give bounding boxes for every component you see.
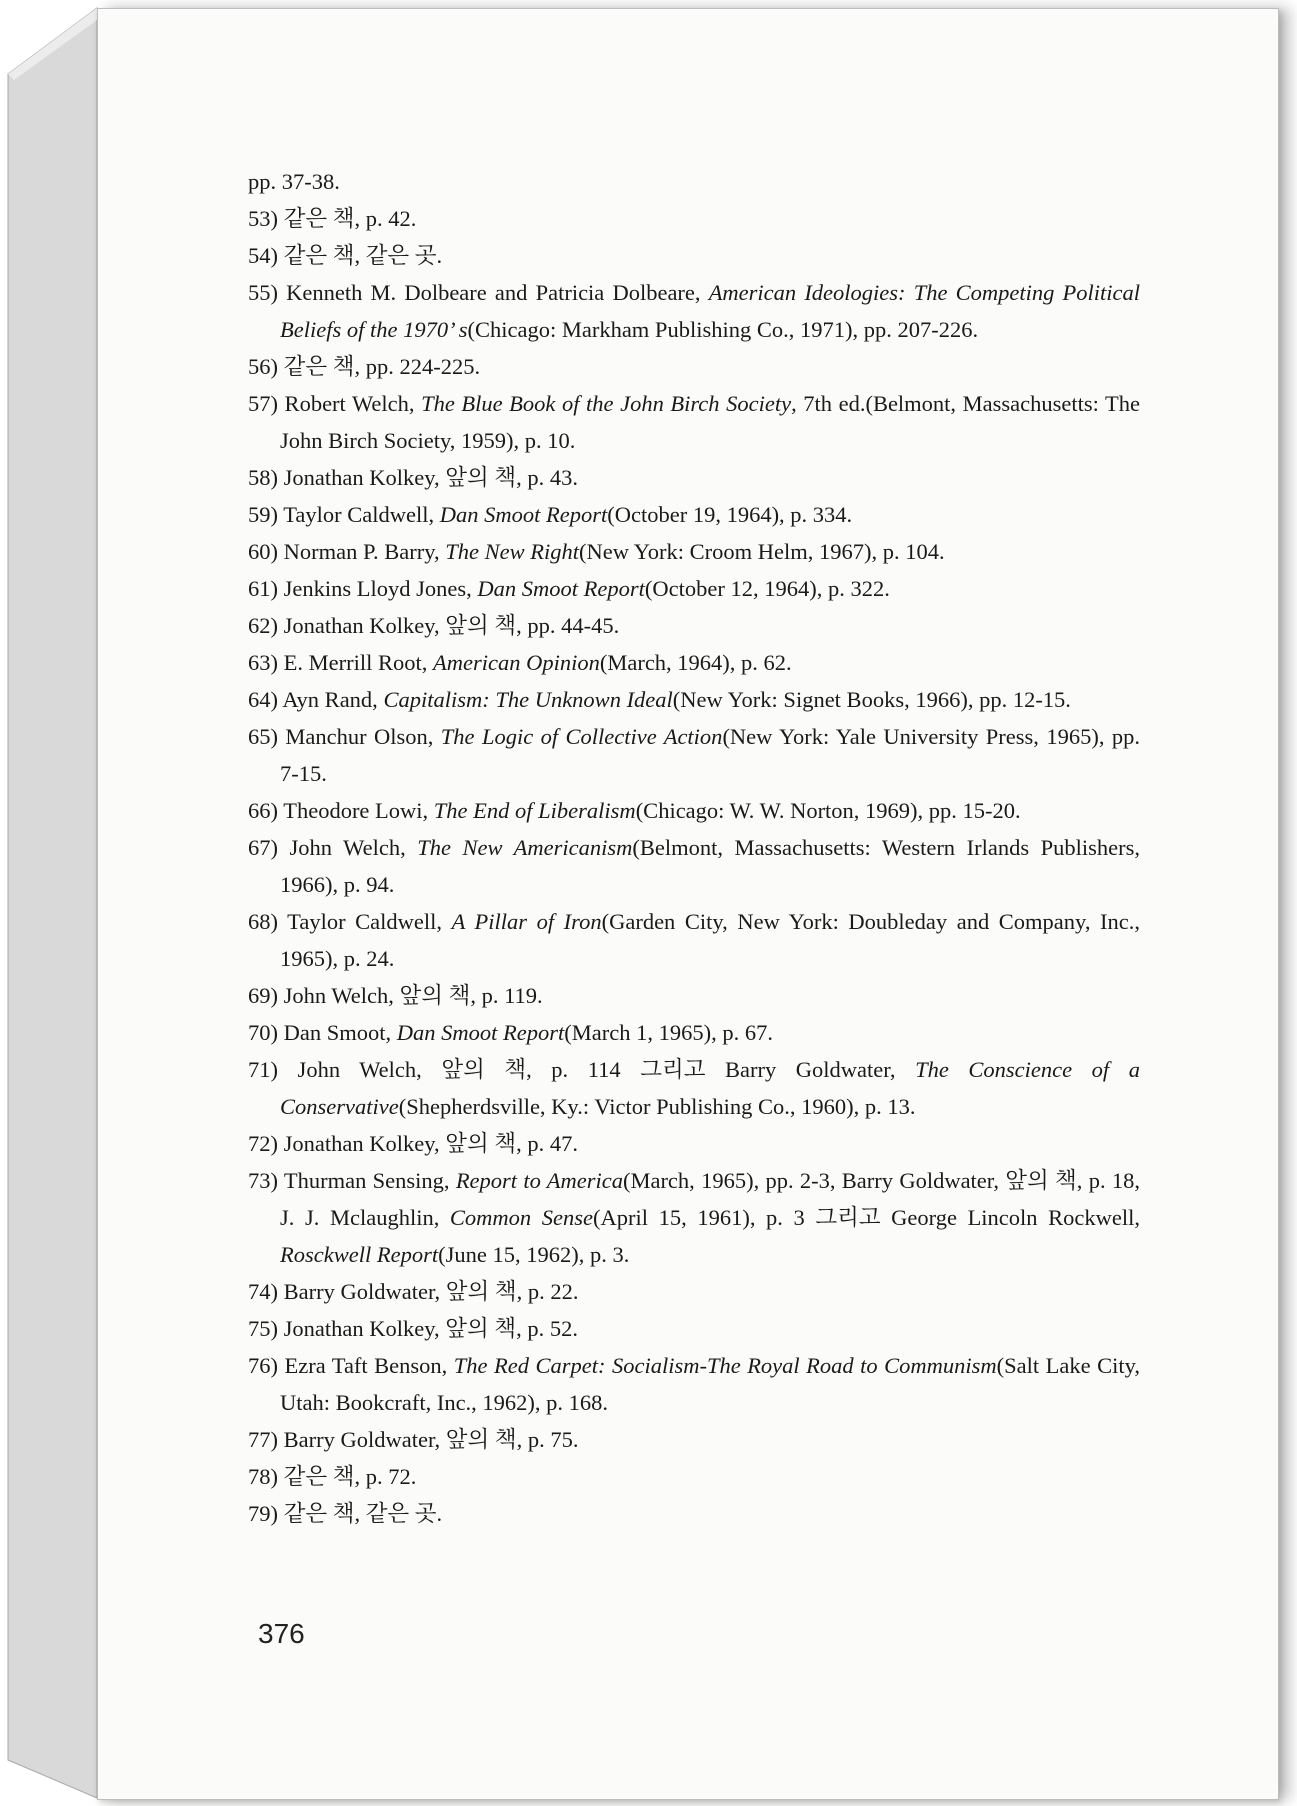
footnote [248, 1458, 1140, 1495]
footnote-title: Report to America [455, 1168, 623, 1193]
footnote [248, 385, 1140, 459]
footnote-text: 64) Ayn Rand, [248, 687, 384, 712]
footnote [248, 1162, 1140, 1273]
footnote [248, 792, 1140, 829]
footnote [248, 237, 1140, 274]
footnote-text: 78) 같은 책, p. 72. [248, 1464, 417, 1489]
footnote-text: 57) Robert Welch, [248, 391, 422, 416]
footnote-title: The Red Carpet: Socialism-The Royal Road to Communism [453, 1353, 997, 1378]
footnote-title: Common Sense [449, 1205, 594, 1230]
footnote-text: (Belmont, Massachusetts: Western Irlands Publishers, 1966), p. 94. [280, 835, 1140, 897]
footnote-text: (October 12, 1964), p. 322. [644, 576, 890, 601]
footnote [248, 496, 1140, 533]
footnote [248, 1273, 1140, 1310]
footnote [248, 607, 1140, 644]
footnotes-list [248, 163, 1140, 1532]
footnote [248, 274, 1140, 348]
footnote-title: The End of Liberalism [433, 798, 636, 823]
footnote-text: (Shepherdsville, Ky.: Victor Publishing Co., 1960), p. 13. [398, 1094, 916, 1119]
footnote [248, 1421, 1140, 1458]
footnote-text: 67) John Welch, [248, 835, 418, 860]
footnote-text: 76) Ezra Taft Benson, [248, 1353, 454, 1378]
footnote-text: (New York: Signet Books, 1966), pp. 12-15. [672, 687, 1071, 712]
footnote [248, 570, 1140, 607]
footnote-text: (Chicago: Markham Publishing Co., 1971), pp. 207-226. [467, 317, 979, 342]
footnote-text: 54) 같은 책, 같은 곳. [248, 243, 443, 268]
footnote [248, 1310, 1140, 1347]
footnote [248, 644, 1140, 681]
footnote-text: (April 15, 1961), p. 3 그리고 George Lincoln Rockwell, [593, 1205, 1141, 1230]
footnote-text: 75) Jonathan Kolkey, 앞의 책, p. 52. [248, 1316, 578, 1341]
footnote-title: The New Americanism [417, 835, 633, 860]
footnote-text: (Salt Lake City, Utah: Bookcraft, Inc., 1962), p. 168. [280, 1353, 1141, 1415]
footnote-title: A Pillar of Iron [451, 909, 602, 934]
footnote-title: Dan Smoot Report [477, 576, 645, 601]
footnote-text: (June 15, 1962), p. 3. [438, 1242, 630, 1267]
footnote [248, 1014, 1140, 1051]
footnote [248, 348, 1140, 385]
footnote-title: Rosckwell Report [280, 1242, 439, 1267]
footnote-text: 70) Dan Smoot, [248, 1020, 397, 1045]
footnote-text: (New York: Yale University Press, 1965), pp. 7-15. [280, 724, 1140, 786]
footnote-text: 65) Manchur Olson, [248, 724, 441, 749]
footnote [248, 1495, 1140, 1532]
footnote-text: 59) Taylor Caldwell, [248, 502, 440, 527]
footnote-text: 58) Jonathan Kolkey, 앞의 책, p. 43. [248, 465, 578, 490]
footnote [248, 718, 1140, 792]
footnote-text: 79) 같은 책, 같은 곳. [248, 1501, 443, 1526]
footnote-text: 73) Thurman Sensing, [248, 1168, 456, 1193]
footnote [248, 1347, 1140, 1421]
footnote-text: 68) Taylor Caldwell, [248, 909, 452, 934]
footnote-text: 53) 같은 책, p. 42. [248, 206, 417, 231]
footnote-text: 74) Barry Goldwater, 앞의 책, p. 22. [248, 1279, 579, 1304]
footnote-text: 62) Jonathan Kolkey, 앞의 책, pp. 44-45. [248, 613, 620, 638]
footnote-title: The Logic of Collective Action [440, 724, 723, 749]
footnote-text: 69) John Welch, 앞의 책, p. 119. [248, 983, 543, 1008]
footnote [248, 533, 1140, 570]
footnote-text: (March, 1965), pp. 2-3, Barry Goldwater, 앞의 책, p. 18, J. J. Mclaughlin, [280, 1168, 1140, 1230]
footnote [248, 681, 1140, 718]
footnote [248, 829, 1140, 903]
footnote-text: , 7th ed.(Belmont, Massachusetts: The John Birch Society, 1959), p. 10. [280, 391, 1140, 453]
footnote-text: (March, 1964), p. 62. [599, 650, 792, 675]
footnote-title: American Opinion [432, 650, 600, 675]
footnote-text: 60) Norman P. Barry, [248, 539, 446, 564]
footnote-text: (Chicago: W. W. Norton, 1969), pp. 15-20. [635, 798, 1021, 823]
footnote-text: (Garden City, New York: Doubleday and Company, Inc., 1965), p. 24. [280, 909, 1141, 971]
footnote-text: 72) Jonathan Kolkey, 앞의 책, p. 47. [248, 1131, 578, 1156]
footnote-text: 66) Theodore Lowi, [248, 798, 434, 823]
footnote [248, 903, 1140, 977]
footnote-text: 63) E. Merrill Root, [248, 650, 433, 675]
footnote-text: 55) Kenneth M. Dolbeare and Patricia Dolbeare, [248, 280, 709, 305]
footnote-title: The Conscience of a Conservative [280, 1057, 1140, 1119]
footnote-title: Capitalism: The Unknown Ideal [383, 687, 673, 712]
footnote [248, 977, 1140, 1014]
footnote-text: 77) Barry Goldwater, 앞의 책, p. 75. [248, 1427, 579, 1452]
footnote-text: 71) John Welch, 앞의 책, p. 114 그리고 Barry Goldwater, [248, 1057, 916, 1082]
footnote [248, 1125, 1140, 1162]
footnote [248, 459, 1140, 496]
footnote-title: Dan Smoot Report [396, 1020, 565, 1045]
footnote [248, 200, 1140, 237]
footnote-title: The New Right [445, 539, 580, 564]
footnote-text: (October 19, 1964), p. 334. [607, 502, 853, 527]
footnote-text: 56) 같은 책, pp. 224-225. [248, 354, 481, 379]
footnote-title: Dan Smoot Report [439, 502, 608, 527]
footnote-title: American Ideologies: The Competing Political Beliefs of the 1970’ s [280, 280, 1140, 342]
footnote-text: (March 1, 1965), p. 67. [564, 1020, 773, 1045]
footnote [248, 163, 1140, 200]
footnote [248, 1051, 1140, 1125]
footnote-title: The Blue Book of the John Birch Society [421, 391, 792, 416]
footnote-text: pp. 37-38. [248, 169, 340, 194]
page-number: 376 [258, 1618, 305, 1649]
footnote-text: (New York: Croom Helm, 1967), p. 104. [579, 539, 945, 564]
footnote-text: 61) Jenkins Lloyd Jones, [248, 576, 478, 601]
